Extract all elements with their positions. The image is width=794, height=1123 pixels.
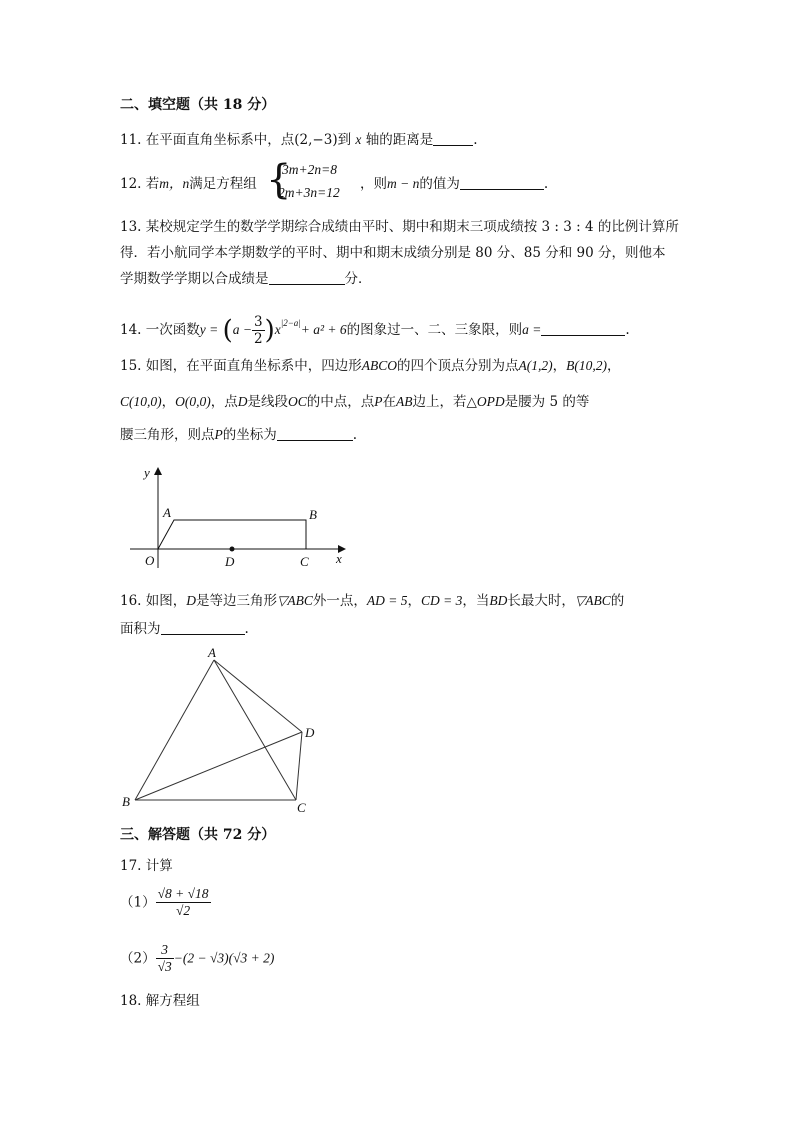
q14-paren-a: a − <box>232 322 252 337</box>
q17-p1-num: √8 + √18 <box>157 886 209 901</box>
q15-d: D <box>237 394 248 409</box>
q16-line2 <box>120 620 249 638</box>
q14-answer-blank[interactable] <box>541 322 625 336</box>
q16-line1-b: 是等边三角形 <box>196 593 278 609</box>
fig16-side-ab <box>135 660 214 800</box>
q16-line1-c: 外一点， <box>312 593 367 609</box>
q13-line3 <box>120 270 372 288</box>
q15-line2-e: 边上，若△ <box>412 394 477 410</box>
q11-answer-blank[interactable] <box>433 132 473 146</box>
q14-exponent: |2−a| <box>280 318 301 328</box>
fig15-label-b: B <box>309 507 317 522</box>
q16-line1-e: 长最大时， <box>507 593 575 609</box>
q15-oc: OC <box>288 394 307 409</box>
q16-line1-f: 的 <box>610 593 625 609</box>
q17-part1 <box>120 886 211 919</box>
fig16-segment-ad <box>214 660 302 732</box>
q17-title: 17. 计算 <box>120 858 173 874</box>
q13-line3-b: 分． <box>344 271 372 287</box>
q17-p2-rest: −(2 − √3)(√3 + 2) <box>173 950 275 966</box>
q12-expr: m − n <box>387 176 420 191</box>
q16-bd: BD <box>489 593 508 608</box>
fig15-quadrilateral <box>158 520 306 549</box>
q16-answer-blank[interactable] <box>161 621 245 635</box>
figure-16 <box>118 644 328 816</box>
q15-p: P <box>374 394 383 409</box>
q11-point: (2,−3) <box>294 132 338 148</box>
q15-point-b: B(10,2) <box>566 358 608 373</box>
q14-frac-num: 3 <box>253 314 263 330</box>
q12-eq1: 3m+2n=8 <box>282 162 337 177</box>
q14-fraction <box>252 314 265 347</box>
q15-line1 <box>120 357 621 375</box>
question-14: 14. 一次函数y = (a − $\frac{3}{2}$ )$x^{|2-a|}+ a^2 + 6$的图象过一、二、三象限，则a = . <box>120 314 630 347</box>
q18-title: 18. 解方程组 <box>120 993 200 1009</box>
q15-line2-c: 的中点，点 <box>306 394 375 410</box>
q15-ab: AB <box>396 394 413 409</box>
fig16-label-b: B <box>122 794 130 809</box>
q11-var-x: x <box>355 132 362 147</box>
q15-sep: ， <box>552 358 567 374</box>
q15-line2-b: 是线段 <box>247 394 288 410</box>
q16-ad: AD = 5 <box>366 593 408 608</box>
q14-text-b: 的图象过一、二、三象限，则 <box>346 322 523 338</box>
q17-p2-label: （2） <box>120 950 156 967</box>
q12-text-a: 若 <box>145 176 160 192</box>
fig15-label-a: A <box>163 505 171 520</box>
fig16-label-a: A <box>208 645 216 660</box>
q13-line1: 13. 某校规定学生的数学学期综合成绩由平时、期中和期末三项成绩按 3 : 3 : 4 的比例计算所 <box>120 219 679 235</box>
q15-line2-f: 是腰为 5 的等 <box>504 394 590 410</box>
q15-opd: OPD <box>476 394 505 409</box>
question-11 <box>120 131 478 149</box>
q12-text-c: ，则 <box>360 176 387 192</box>
q17-p2-num: 3 <box>156 942 174 959</box>
fig16-segment-cd <box>296 732 302 800</box>
q12-end: . <box>543 176 549 192</box>
q14-end: . <box>625 322 630 338</box>
section-3-title: 三、解答题（共 72 分） <box>120 827 276 843</box>
q14-x-var: x <box>274 322 281 337</box>
fig15-label-d: D <box>225 554 235 569</box>
q15-line3-p: P <box>214 427 223 442</box>
q15-point-o: O(0,0) <box>175 394 211 409</box>
q12-tail <box>360 175 548 193</box>
q15-line3 <box>120 426 357 444</box>
q14-tail: + a² + 6 <box>300 322 347 337</box>
q15-line3-b: 的坐标为 <box>222 427 277 443</box>
q12-lead <box>120 175 257 193</box>
q14-number: 14. <box>120 322 142 338</box>
q12-brace: { <box>266 157 292 203</box>
q17-p1-label: （1） <box>120 894 156 911</box>
q15-sep2: ， <box>607 358 621 374</box>
q15-line2-d: 在 <box>382 394 397 410</box>
q16-line1-a: 16. 如图， <box>120 593 187 609</box>
q17-p2-den: √3 <box>157 959 172 974</box>
q14-frac-den: 2 <box>253 331 263 347</box>
q12-text-d: 的值为 <box>419 176 460 192</box>
fig15-label-c: C <box>300 554 309 569</box>
q16-cd: CD = 3 <box>421 593 463 608</box>
q12-answer-blank[interactable] <box>460 176 544 190</box>
q15-point-a: A(1,2) <box>518 358 553 373</box>
q11-text-b: 到 <box>337 132 352 148</box>
figure-15 <box>120 458 360 578</box>
fig15-label-o: O <box>145 553 155 568</box>
q15-line1-a: 15. 如图，在平面直角坐标系中，四边形 <box>120 358 362 374</box>
q12-number: 12. <box>120 176 142 192</box>
q17-part2 <box>120 942 274 975</box>
q16-tri: ▽ABC <box>277 593 313 608</box>
q14-y-eq: y = <box>199 322 219 337</box>
q14-a-eq: a = <box>522 322 542 337</box>
q16-line1 <box>120 592 624 610</box>
q11-end: . <box>473 132 478 148</box>
q13-answer-blank[interactable] <box>269 271 345 285</box>
q16-tri2: ▽ABC <box>574 593 611 608</box>
q12-vars: m，n <box>159 176 190 191</box>
fig15-point-d <box>230 547 235 552</box>
q11-text-a: 在平面直角坐标系中，点 <box>145 132 295 148</box>
q15-end: . <box>352 427 358 443</box>
q15-line2-a: ，点 <box>210 394 238 410</box>
q11-text-c: 轴的距离是 <box>365 132 434 148</box>
q15-line1-b: 的四个顶点分别为点 <box>397 358 519 374</box>
q16-sep: ， <box>407 593 422 609</box>
q16-end: . <box>244 621 249 637</box>
section-2-title: 二、填空题（共 18 分） <box>120 97 276 113</box>
fig15-label-x: x <box>336 551 342 566</box>
q15-sep3: ， <box>161 394 176 410</box>
q17-p1-den: √2 <box>175 903 191 918</box>
q15-line2 <box>120 393 589 411</box>
q16-line1-d: ，当 <box>462 593 490 609</box>
q16-d: D <box>186 593 197 608</box>
q11-number: 11. <box>120 132 142 148</box>
q14-text-a: 一次函数 <box>145 322 200 338</box>
fig16-segment-bd <box>135 732 302 800</box>
q15-answer-blank[interactable] <box>277 427 353 441</box>
q12-text-b: 满足方程组 <box>189 176 257 192</box>
q15-point-c: C(10,0) <box>120 394 162 409</box>
q13-line2: 得．若小航同学本学期数学的平时、期中和期末成绩分别是 80 分、85 分和 90 分，则他本 <box>120 245 666 261</box>
fig16-label-d: D <box>305 725 315 740</box>
q17-p2-fraction <box>156 942 174 975</box>
q17-p1-fraction <box>156 886 211 919</box>
q15-line3-a: 腰三角形，则点 <box>120 427 215 443</box>
q16-line2-a: 面积为 <box>120 621 161 637</box>
q13-line3-a: 学期数学学期以合成绩是 <box>120 271 269 287</box>
fig16-label-c: C <box>297 800 306 815</box>
q12-eq2: 2m+3n=12 <box>278 185 340 200</box>
q15-quad: ABCO <box>361 358 398 373</box>
fig16-side-ac <box>214 660 296 800</box>
fig15-label-y: y <box>144 465 150 480</box>
